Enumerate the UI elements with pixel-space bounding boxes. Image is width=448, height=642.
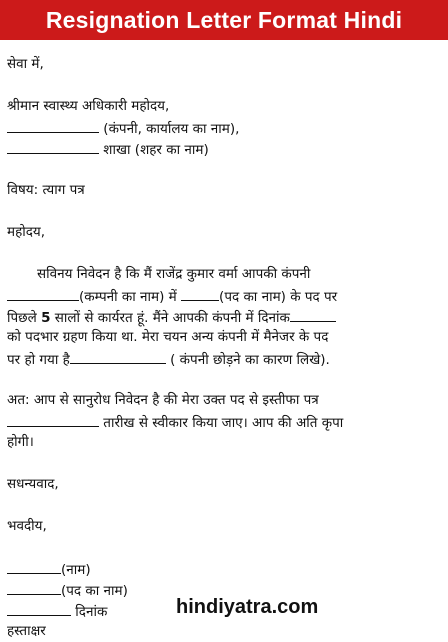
signature-name: (नाम) [7,558,443,579]
blank-sig-name [7,558,61,574]
company-label: (कंपनी, कार्यालय का नाम), [103,121,240,137]
blank-date [7,411,99,427]
blank-company [7,117,99,133]
signature-date: दिनांक [7,600,443,621]
company-line [7,117,443,138]
blank-join-date [290,306,336,322]
signature-sign: हस्ताक्षर [7,623,46,639]
branch-label: शाखा (शहर का नाम) [103,142,209,158]
addressee: श्रीमान स्वास्थ्य अधिकारी महोदय, [7,98,170,114]
banner-title: Resignation Letter Format Hindi [45,6,403,33]
para1-line2: (कम्पनी का नाम) में (पद का नाम) के पद पर [7,285,443,306]
branch-line [7,138,443,159]
para1-line4: को पदभार ग्रहण किया था. मेरा चयन अन्य कंपनी में मैनेजर के पद [7,329,329,345]
signature-post: (पद का नाम) [7,579,443,600]
years-count: 5 [41,310,51,326]
title-banner [0,0,448,40]
para1-line3: पिछले 5 सालों से कार्यरत हूं. मैंने आपकी कंपनी में दिनांक [7,306,443,327]
subject-line: विषय: त्याग पत्र [7,182,85,198]
para2-line3: होगी। [7,434,34,450]
para1-line5: पर हो गया है ( कंपनी छोड़ने का कारण लिखे). [7,348,443,369]
para2-line1: अत: आप से सानुरोध निवेदन है की मेरा उक्त पद से इस्तीफा पत्र [7,392,319,408]
blank-sig-post [7,579,61,595]
closing: भवदीय, [7,518,47,534]
blank-post-name [181,285,219,301]
salutation: सेवा में, [7,56,44,72]
thanks: सधन्यवाद, [7,476,59,492]
blank-new-post [70,348,166,364]
blank-company-name [7,285,79,301]
greeting: महोदय, [7,224,46,240]
blank-sig-date [7,600,71,616]
blank-branch [7,138,99,154]
letter-body [7,54,443,642]
para1-line1: सविनय निवेदन है कि मैं राजेंद्र कुमार वर्मा आपकी कंपनी [37,266,311,282]
site-watermark: hindiyatra.com [176,596,319,618]
para2-line2: तारीख से स्वीकार किया जाए। आप की अति कृपा [7,411,443,432]
